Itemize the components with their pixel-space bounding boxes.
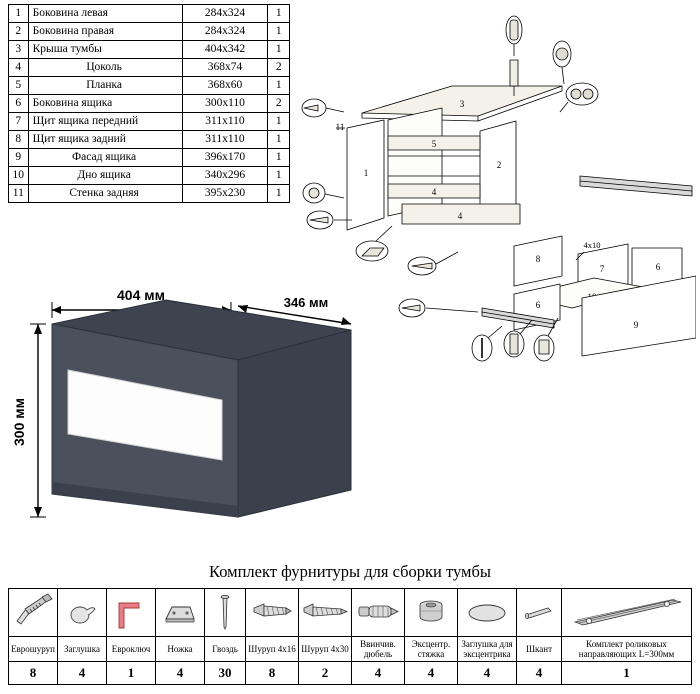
callout-3: 3 bbox=[459, 99, 465, 109]
hardware-icon-cell bbox=[9, 589, 58, 637]
hardware-count: 4 bbox=[58, 662, 107, 685]
part-number: 8 bbox=[9, 131, 29, 149]
hardware-icon-row bbox=[9, 589, 692, 637]
part-number: 6 bbox=[9, 95, 29, 113]
callout-6b: 6 bbox=[655, 262, 661, 272]
part-number: 10 bbox=[9, 167, 29, 185]
part-name: Крыша тумбы bbox=[28, 41, 182, 59]
callout-8: 8 bbox=[535, 254, 541, 264]
part-name: Планка bbox=[28, 77, 182, 95]
hardware-count: 8 bbox=[9, 662, 58, 685]
part-dimension: 284х324 bbox=[182, 5, 268, 23]
hardware-count: 4 bbox=[405, 662, 458, 685]
hardware-table bbox=[8, 588, 692, 685]
hardware-count: 2 bbox=[299, 662, 352, 685]
part-quantity: 2 bbox=[268, 59, 290, 77]
part-number: 9 bbox=[9, 149, 29, 167]
table-row bbox=[9, 167, 290, 185]
table-row bbox=[9, 131, 290, 149]
hardware-label: Заглушка для эксцентрика bbox=[458, 637, 517, 662]
table-row bbox=[9, 185, 290, 203]
hardware-icon-cell bbox=[352, 589, 405, 637]
part-name: Щит ящика задний bbox=[28, 131, 182, 149]
part-name: Стенка задняя bbox=[28, 185, 182, 203]
hardware-icon-cell bbox=[299, 589, 352, 637]
depth-label: 346 мм bbox=[283, 295, 329, 310]
icon-screw-vertical bbox=[510, 60, 518, 86]
table-row bbox=[9, 149, 290, 167]
hardware-icon-cell bbox=[107, 589, 156, 637]
eccentric-icon bbox=[409, 593, 453, 633]
icon-screw-mid bbox=[412, 263, 432, 269]
callout-4b: 4 bbox=[457, 211, 463, 221]
hardware-count: 1 bbox=[562, 662, 692, 685]
part-name: Фасад ящика bbox=[28, 149, 182, 167]
icon-screw-vert-b bbox=[510, 334, 518, 354]
cabinet-side bbox=[238, 330, 351, 517]
part-number: 2 bbox=[9, 23, 29, 41]
icon-foot bbox=[362, 248, 384, 256]
cabinet-dimension-drawing bbox=[6, 272, 376, 562]
hardware-label: Гвоздь bbox=[205, 637, 246, 662]
callout-9: 9 bbox=[633, 320, 639, 330]
hardware-label: Еврошуруп bbox=[9, 637, 58, 662]
part-quantity: 1 bbox=[268, 149, 290, 167]
part-quantity: 1 bbox=[268, 41, 290, 59]
part-dimension: 368х74 bbox=[182, 59, 268, 77]
table-row bbox=[9, 113, 290, 131]
eccentric-cap-icon bbox=[460, 593, 514, 633]
part-name: Дно ящика bbox=[28, 167, 182, 185]
part-number: 5 bbox=[9, 77, 29, 95]
hardware-icon-cell bbox=[205, 589, 246, 637]
hardware-label: Комплект роликовых направляющих L=300мм bbox=[562, 637, 692, 662]
part-quantity: 1 bbox=[268, 77, 290, 95]
part-quantity: 1 bbox=[268, 131, 290, 149]
cap-icon bbox=[62, 593, 102, 633]
part-number: 7 bbox=[9, 113, 29, 131]
table-row bbox=[9, 23, 290, 41]
icon-eccentric bbox=[556, 48, 568, 60]
screw-4x30-icon bbox=[300, 593, 350, 633]
height-dimension bbox=[30, 324, 46, 517]
part-dimension: 284х324 bbox=[182, 23, 268, 41]
part-name: Боковина ящика bbox=[28, 95, 182, 113]
hardware-icon-cell bbox=[58, 589, 107, 637]
hardware-label: Еврoключ bbox=[107, 637, 156, 662]
icon-eccentric-a bbox=[571, 89, 581, 99]
icon-screw-lower bbox=[402, 305, 420, 311]
part-quantity: 2 bbox=[268, 95, 290, 113]
table-row bbox=[9, 95, 290, 113]
hardware-icon-cell bbox=[405, 589, 458, 637]
part-number: 1 bbox=[9, 5, 29, 23]
part-number: 4 bbox=[9, 59, 29, 77]
part-number: 11 bbox=[9, 185, 29, 203]
hardware-count: 8 bbox=[246, 662, 299, 685]
icon-cap-left bbox=[309, 188, 319, 198]
euro-screw-icon bbox=[11, 593, 55, 633]
hardware-label: Заглушка bbox=[58, 637, 107, 662]
parts-table-body bbox=[9, 5, 290, 203]
roller-guides-icon bbox=[569, 592, 685, 634]
hardware-count-row bbox=[9, 662, 692, 685]
hardware-label: Ножка bbox=[156, 637, 205, 662]
icon-screw-left bbox=[304, 105, 318, 111]
table-row bbox=[9, 77, 290, 95]
part-dimension: 311х110 bbox=[182, 113, 268, 131]
part-back-wall bbox=[388, 108, 442, 216]
part-name: Боковина левая bbox=[28, 5, 182, 23]
icon-eccentric-b bbox=[583, 89, 593, 99]
hardware-label: Шуруп 4х30 bbox=[299, 637, 352, 662]
part-name: Щит ящика передний bbox=[28, 113, 182, 131]
part-dimension: 396х170 bbox=[182, 149, 268, 167]
height-label: 300 мм bbox=[11, 398, 27, 446]
callout-4: 4 bbox=[431, 187, 437, 197]
hardware-count: 30 bbox=[205, 662, 246, 685]
screw-4x16-icon bbox=[248, 593, 296, 633]
callout-7: 7 bbox=[599, 264, 605, 274]
callout-6: 6 bbox=[535, 300, 541, 310]
part-dimension: 395х230 bbox=[182, 185, 268, 203]
hardware-count: 4 bbox=[458, 662, 517, 685]
callout-1: 1 bbox=[363, 168, 369, 178]
part-quantity: 1 bbox=[268, 5, 290, 23]
hardware-title: Комплект фурнитуры для сборки тумбы bbox=[209, 562, 491, 581]
table-row bbox=[9, 59, 290, 77]
dowel-icon bbox=[519, 593, 559, 633]
foot-icon bbox=[158, 593, 202, 633]
hardware-icon-cell bbox=[458, 589, 517, 637]
hardware-label: Шкант bbox=[517, 637, 562, 662]
hardware-count: 4 bbox=[352, 662, 405, 685]
hardware-icon-cell bbox=[562, 589, 692, 637]
part-quantity: 1 bbox=[268, 167, 290, 185]
icon-dowel-top bbox=[510, 20, 518, 40]
hardware-label: Эксцентр. стяжка bbox=[405, 637, 458, 662]
screw-in-dowel-icon bbox=[353, 593, 403, 633]
part-name: Боковина правая bbox=[28, 23, 182, 41]
width-label: 404 мм bbox=[117, 287, 165, 303]
part-dimension: 404х342 bbox=[182, 41, 268, 59]
part-dimension: 311х110 bbox=[182, 131, 268, 149]
part-quantity: 1 bbox=[268, 23, 290, 41]
cabinet-svg bbox=[6, 272, 376, 562]
label-4x10: 4х10 bbox=[583, 240, 601, 250]
icon-screw-left2 bbox=[310, 217, 328, 223]
euro-key-icon bbox=[111, 593, 151, 633]
part-dimension: 340х296 bbox=[182, 167, 268, 185]
hardware-label: Ввинчив. дюбель bbox=[352, 637, 405, 662]
callout-5: 5 bbox=[431, 139, 437, 149]
parts-table bbox=[8, 4, 290, 203]
part-dimension: 300х110 bbox=[182, 95, 268, 113]
hardware-count: 4 bbox=[517, 662, 562, 685]
hardware-count: 1 bbox=[107, 662, 156, 685]
part-quantity: 1 bbox=[268, 185, 290, 203]
hardware-icon-cell bbox=[156, 589, 205, 637]
hardware-icon-cell bbox=[246, 589, 299, 637]
callout-11: 11 bbox=[335, 122, 345, 132]
part-number: 3 bbox=[9, 41, 29, 59]
hardware-label-row bbox=[9, 637, 692, 662]
part-quantity: 1 bbox=[268, 113, 290, 131]
icon-cap-lower bbox=[539, 340, 549, 354]
table-row bbox=[9, 41, 290, 59]
cabinet-body bbox=[52, 300, 351, 517]
hardware-icon-cell bbox=[517, 589, 562, 637]
part-dimension: 368х60 bbox=[182, 77, 268, 95]
callout-2: 2 bbox=[496, 160, 502, 170]
part-name: Цоколь bbox=[28, 59, 182, 77]
hardware-count: 4 bbox=[156, 662, 205, 685]
hardware-label: Шуруп 4х16 bbox=[246, 637, 299, 662]
table-row bbox=[9, 5, 290, 23]
nail-icon bbox=[210, 593, 240, 633]
